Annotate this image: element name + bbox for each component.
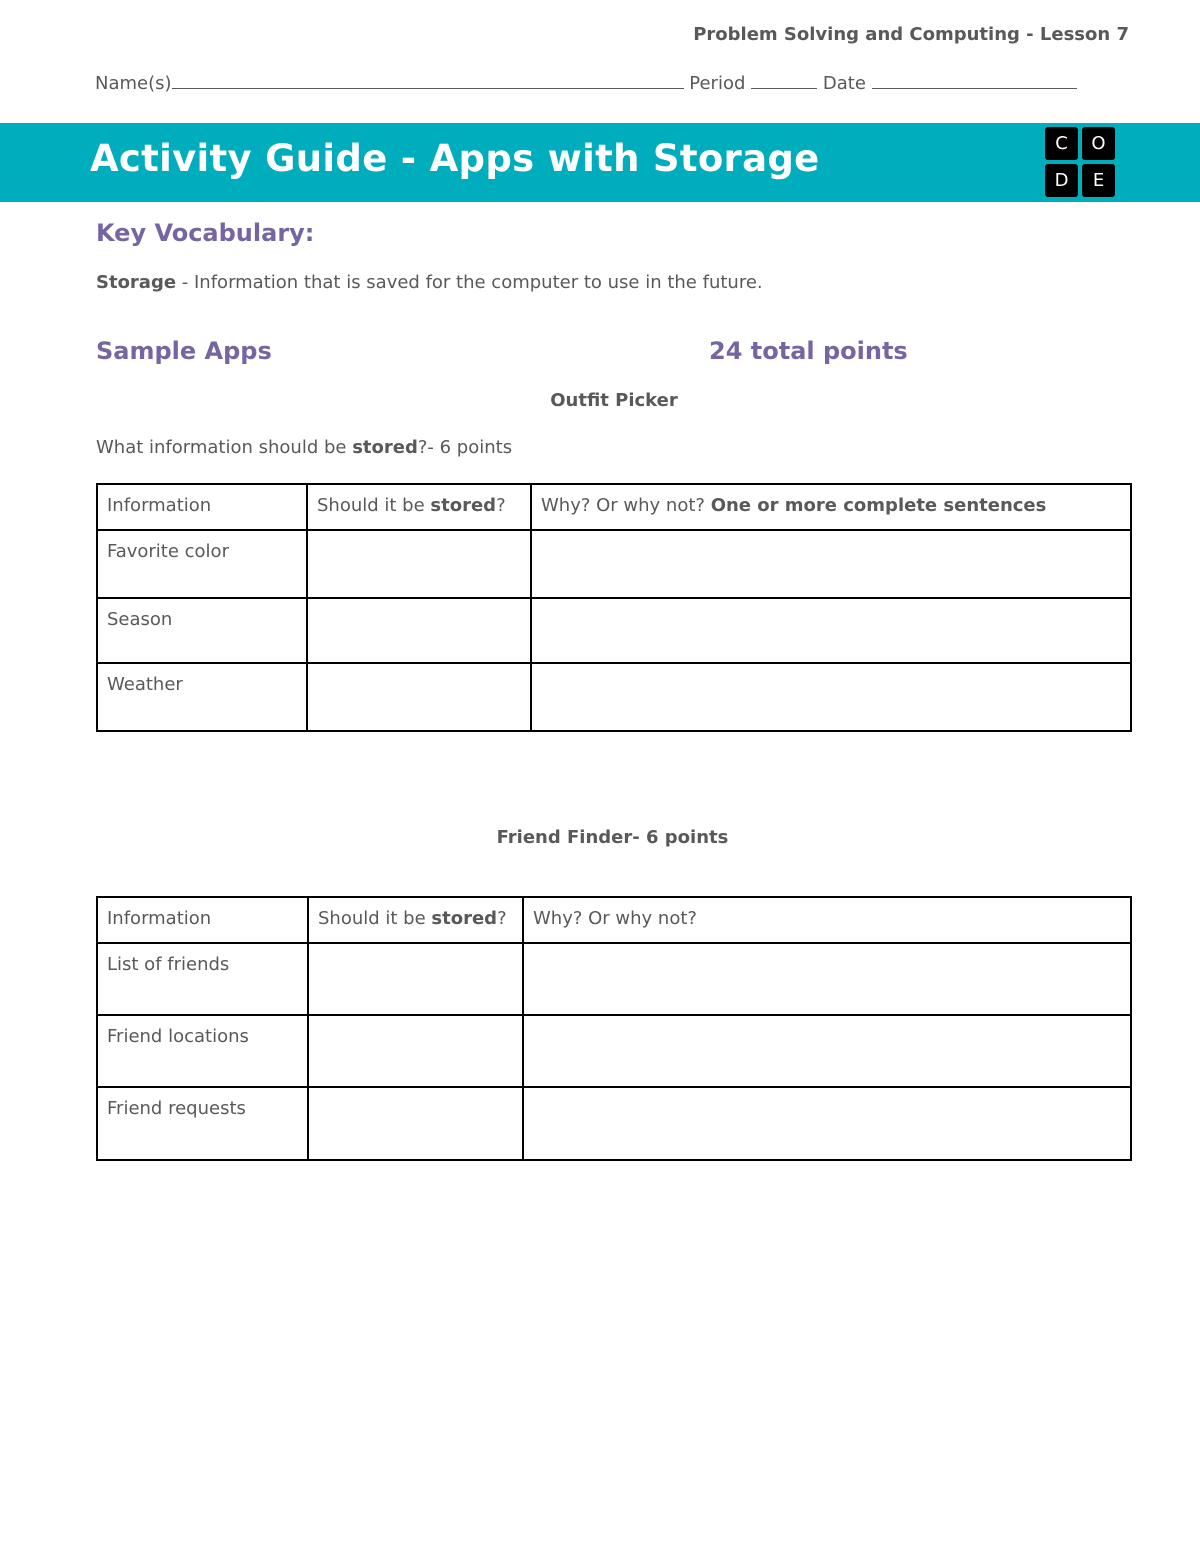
period-label: Period xyxy=(689,73,746,94)
outfit-picker-title: Outfit Picker xyxy=(550,390,678,411)
total-points: 24 total points xyxy=(709,337,908,365)
header-information: Information xyxy=(97,897,308,943)
friend-finder-table xyxy=(96,896,1132,1161)
why-answer-cell[interactable] xyxy=(523,1087,1131,1160)
stored-answer-cell[interactable] xyxy=(307,598,531,663)
sample-apps-heading: Sample Apps xyxy=(96,337,272,365)
name-field[interactable] xyxy=(172,70,684,89)
stored-answer-cell[interactable] xyxy=(308,1087,523,1160)
stored-answer-cell[interactable] xyxy=(308,943,523,1015)
row-label: Friend locations xyxy=(97,1015,308,1087)
name-period-date-line xyxy=(95,70,1077,94)
why-answer-cell[interactable] xyxy=(523,1015,1131,1087)
stored-answer-cell[interactable] xyxy=(308,1015,523,1087)
logo-letter-c: C xyxy=(1045,127,1078,160)
date-label: Date xyxy=(822,73,866,94)
row-label: Friend requests xyxy=(97,1087,308,1160)
outfit-picker-table xyxy=(96,483,1132,732)
table-row xyxy=(97,663,1131,731)
header-information: Information xyxy=(97,484,307,530)
key-vocabulary-heading: Key Vocabulary: xyxy=(96,219,315,247)
logo-letter-o: O xyxy=(1082,127,1115,160)
stored-answer-cell[interactable] xyxy=(307,530,531,598)
table-header-row xyxy=(97,484,1131,530)
row-label: Weather xyxy=(97,663,307,731)
logo-letter-d: D xyxy=(1045,164,1078,197)
question-points: ?- 6 points xyxy=(417,437,513,458)
name-label: Name(s) xyxy=(95,73,172,94)
lesson-header: Problem Solving and Computing - Lesson 7 xyxy=(693,24,1129,45)
table-row xyxy=(97,530,1131,598)
why-answer-cell[interactable] xyxy=(531,598,1131,663)
logo-letter-e: E xyxy=(1082,164,1115,197)
why-answer-cell[interactable] xyxy=(531,663,1131,731)
page-title: Activity Guide - Apps with Storage xyxy=(90,137,820,180)
header-why: Why? Or why not? xyxy=(523,897,1131,943)
table-row xyxy=(97,1087,1131,1160)
row-label: List of friends xyxy=(97,943,308,1015)
table-row xyxy=(97,943,1131,1015)
row-label: Favorite color xyxy=(97,530,307,598)
table-header-row xyxy=(97,897,1131,943)
question-bold: stored xyxy=(352,437,418,458)
why-answer-cell[interactable] xyxy=(531,530,1131,598)
period-field[interactable] xyxy=(751,70,817,89)
row-label: Season xyxy=(97,598,307,663)
header-should-store: Should it be stored? xyxy=(308,897,523,943)
code-logo xyxy=(1045,127,1117,199)
table-row xyxy=(97,598,1131,663)
vocab-definition xyxy=(96,272,763,293)
vocab-definition-text: - Information that is saved for the computer to use in the future. xyxy=(176,272,763,293)
stored-answer-cell[interactable] xyxy=(307,663,531,731)
outfit-picker-question xyxy=(96,437,512,458)
friend-finder-title: Friend Finder- 6 points xyxy=(496,827,729,848)
header-should-store: Should it be stored? xyxy=(307,484,531,530)
date-field[interactable] xyxy=(872,70,1077,89)
question-text: What information should be xyxy=(96,437,353,458)
why-answer-cell[interactable] xyxy=(523,943,1131,1015)
table-row xyxy=(97,1015,1131,1087)
header-why: Why? Or why not? One or more complete sentences xyxy=(531,484,1131,530)
vocab-term: Storage xyxy=(96,272,177,293)
